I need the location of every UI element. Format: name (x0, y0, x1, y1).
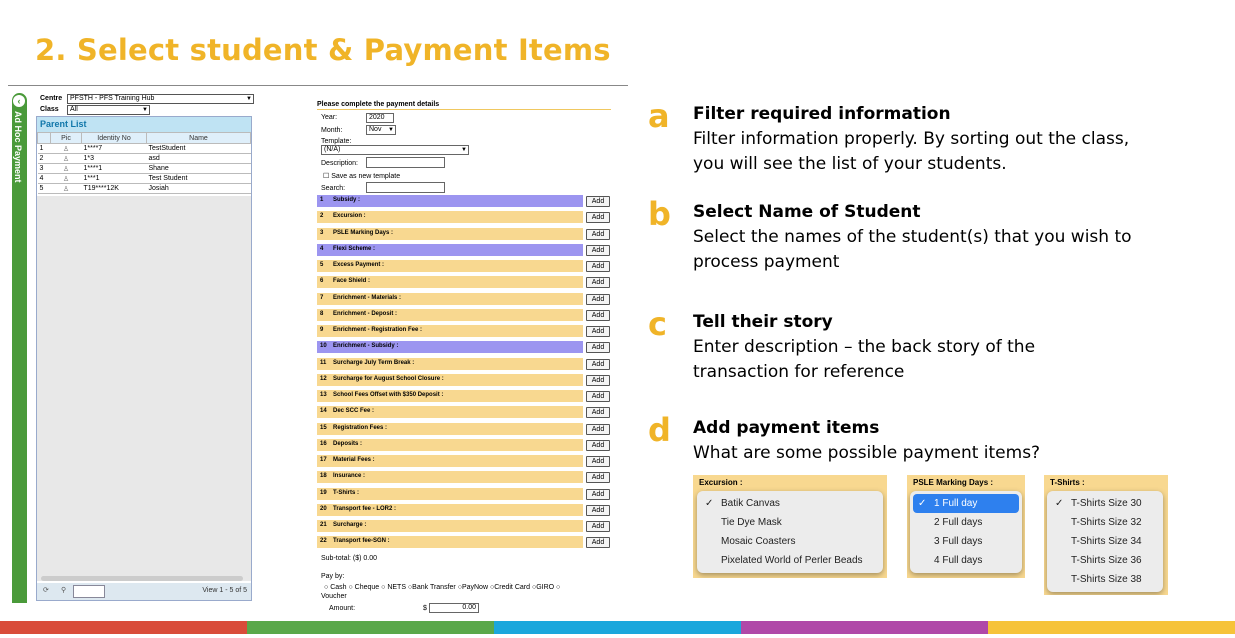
payment-item-row (317, 228, 611, 240)
footer-segment-green (247, 621, 494, 634)
amount-input[interactable]: 0.00 (429, 603, 479, 613)
pay-option-voucher[interactable]: Voucher (321, 593, 347, 600)
payment-item-number: 8 (320, 310, 324, 317)
payment-item-row (317, 211, 611, 223)
parent-list-title: Parent List (37, 117, 251, 132)
add-item-button[interactable]: Add (586, 424, 610, 435)
row-number: 2 (38, 154, 51, 164)
menu-item-label: T-Shirts Size 36 (1071, 555, 1142, 566)
add-item-button[interactable]: Add (586, 521, 610, 532)
menu-item-label: Pixelated World of Perler Beads (721, 555, 863, 566)
person-icon: ♙ (51, 174, 82, 184)
chevron-down-icon: ▼ (461, 147, 467, 153)
step-a-letter: a (648, 97, 670, 135)
menu-item-label: Tie Dye Mask (721, 517, 782, 528)
psle-header: PSLE Marking Days : (913, 478, 994, 487)
form-title: Please complete the payment details (317, 101, 440, 108)
description-input[interactable] (366, 157, 445, 168)
payment-item-label: Enrichment - Registration Fee : (333, 327, 423, 333)
payment-item-row (317, 520, 611, 532)
psle-dropdown-inset (907, 475, 1025, 578)
search-icon[interactable]: ⚲ (61, 587, 67, 594)
menu-item-label: Mosaic Coasters (721, 536, 796, 547)
table-row[interactable] (38, 174, 251, 184)
payment-item-number: 3 (320, 229, 324, 236)
pay-option-cheque[interactable]: Cheque (354, 584, 380, 591)
menu-item-label: Batik Canvas (721, 498, 780, 509)
payment-item-number: 21 (320, 522, 327, 528)
menu-item[interactable] (910, 551, 1022, 570)
name-cell: Shane (147, 164, 251, 174)
tshirt-header: T-Shirts : (1050, 478, 1085, 487)
payment-item-label: PSLE Marking Days : (333, 229, 394, 236)
add-item-button[interactable]: Add (586, 342, 610, 353)
payment-item-row (317, 536, 611, 548)
add-item-button[interactable]: Add (586, 407, 610, 418)
class-select[interactable] (67, 105, 150, 115)
pay-option-bank-transfer[interactable]: Bank Transfer (412, 584, 456, 591)
payment-item-label: Flexi Scheme : (333, 245, 376, 252)
table-row[interactable] (38, 184, 251, 194)
payment-item-label: Registration Fees : (333, 424, 388, 431)
description-label: Description: (321, 160, 358, 167)
column-header-pic[interactable]: Pic (51, 133, 82, 144)
identity-cell: 1****7 (82, 144, 147, 154)
person-icon: ♙ (51, 144, 82, 154)
menu-item[interactable] (697, 532, 883, 551)
menu-item-label: 3 Full days (934, 536, 983, 547)
table-row[interactable] (38, 154, 251, 164)
payment-item-row (317, 374, 611, 386)
menu-item-label: T-Shirts Size 34 (1071, 536, 1142, 547)
payment-item-row (317, 195, 611, 207)
column-header-name[interactable]: Name (147, 133, 251, 144)
row-number: 1 (38, 144, 51, 154)
tshirt-dropdown-inset (1044, 475, 1168, 595)
payment-item-number: 11 (320, 359, 327, 366)
step-d-heading: Add payment items (693, 418, 880, 438)
payment-item-row (317, 471, 611, 483)
footer-color-bar (0, 621, 1235, 634)
add-item-button[interactable]: Add (586, 294, 610, 305)
payment-item-number: 17 (320, 457, 327, 463)
excursion-dropdown-inset (693, 475, 887, 578)
step-a-heading: Filter required information (693, 104, 951, 124)
step-b-body: Select the names of the student(s) that you wish to process payment (693, 227, 1132, 272)
currency-symbol: $ (423, 605, 427, 612)
chevron-left-icon[interactable]: ‹ (13, 95, 25, 107)
payment-item-number: 7 (320, 294, 324, 301)
centre-select-value: PFSTH - PFS Training Hub (70, 95, 155, 102)
payment-item-number: 5 (320, 262, 324, 268)
payment-item-row (317, 390, 611, 402)
menu-item[interactable] (910, 513, 1022, 532)
payment-item-row (317, 504, 611, 516)
table-row[interactable] (38, 144, 251, 154)
table-row[interactable] (38, 164, 251, 174)
pay-method-radios[interactable]: ○ Cash ○ Cheque ○ NETS ○Bank Transfer ○PayNow ○Credit Card ○GIRO ○ (324, 584, 561, 591)
form-title-underline (317, 109, 611, 110)
search-input[interactable] (366, 182, 445, 193)
payment-item-number: 15 (320, 424, 327, 431)
payment-item-number: 1 (320, 197, 324, 203)
payment-item-row (317, 439, 611, 451)
payment-item-number: 4 (320, 245, 324, 252)
payment-item-number: 12 (320, 375, 327, 382)
row-number-header (38, 133, 51, 144)
excursion-menu[interactable] (697, 491, 883, 573)
page-input[interactable] (73, 585, 105, 598)
payment-item-row (317, 406, 611, 418)
add-item-button[interactable]: Add (586, 229, 610, 240)
tshirt-menu[interactable] (1047, 491, 1163, 592)
payment-item-row (317, 341, 611, 353)
add-item-button[interactable]: Add (586, 277, 610, 288)
class-select-value: All (70, 106, 78, 113)
footer-segment-red (0, 621, 247, 634)
template-select-value: (N/A) (324, 146, 341, 153)
footer-segment-purple (741, 621, 988, 634)
name-cell: asd (147, 154, 251, 164)
checkmark-icon: ✓ (1055, 498, 1064, 509)
ad-hoc-payment-tab[interactable] (12, 93, 27, 603)
centre-label: Centre (40, 95, 63, 102)
add-item-button[interactable]: Add (586, 472, 610, 483)
payment-item-label: Enrichment - Deposit : (333, 310, 398, 317)
payment-item-number: 6 (320, 278, 324, 285)
menu-item[interactable] (910, 532, 1022, 551)
pay-option-nets[interactable]: NETS (387, 584, 406, 591)
chevron-down-icon: ▼ (142, 107, 148, 113)
person-icon: ♙ (51, 154, 82, 164)
payment-item-label: Surcharge : (333, 522, 367, 528)
step-c-letter: c (648, 305, 667, 343)
year-label: Year: (321, 114, 338, 121)
pay-option-giro[interactable]: GIRO (536, 584, 555, 591)
payment-item-number: 22 (320, 538, 327, 545)
footer-segment-blue (494, 621, 741, 634)
add-item-button[interactable]: Add (586, 359, 610, 370)
save-template-label: Save as new template (331, 173, 401, 180)
identity-cell: 1*3 (82, 154, 147, 164)
payment-item-row (317, 260, 611, 272)
add-item-button[interactable]: Add (586, 375, 610, 386)
payment-item-number: 9 (320, 327, 324, 333)
step-c-body: Enter description – the back story of the transaction for reference (693, 337, 1036, 382)
payment-item-label: Enrichment - Subsidy : (333, 343, 399, 350)
payment-item-label: Transport fee - LOR2 : (333, 505, 397, 512)
step-d-body: What are some possible payment items? (693, 443, 1041, 463)
step-b-heading: Select Name of Student (693, 202, 921, 222)
payment-item-number: 13 (320, 392, 327, 398)
menu-item-label: T-Shirts Size 32 (1071, 517, 1142, 528)
step-d-letter: d (648, 411, 671, 449)
template-select[interactable] (321, 145, 469, 155)
payment-item-number: 18 (320, 473, 327, 480)
payment-item-label: Surcharge July Term Break : (333, 359, 415, 366)
pager-text: View 1 - 5 of 5 (202, 587, 247, 594)
save-template-checkbox[interactable]: ☐ Save as new template (323, 173, 401, 180)
pay-option-paynow[interactable]: PayNow (461, 584, 489, 591)
menu-item[interactable] (697, 513, 883, 532)
payment-item-row (317, 455, 611, 467)
menu-item-label: T-Shirts Size 30 (1071, 498, 1142, 509)
parent-list-table (37, 132, 251, 194)
template-label: Template: (321, 138, 352, 145)
payment-item-label: Surcharge for August School Closure : (333, 375, 444, 382)
pager-bar (37, 583, 251, 600)
add-item-button[interactable]: Add (586, 261, 610, 272)
payment-item-label: Enrichment - Materials : (333, 294, 402, 301)
payment-item-label: Transport fee-SGN : (333, 538, 390, 545)
title-divider (8, 85, 628, 86)
menu-item[interactable] (697, 551, 883, 570)
add-item-button[interactable]: Add (586, 212, 610, 223)
menu-item[interactable] (697, 494, 883, 513)
payment-item-number: 16 (320, 440, 327, 447)
payment-item-label: Deposits : (333, 440, 363, 447)
search-label: Search: (321, 185, 346, 192)
payment-item-row (317, 276, 611, 288)
payment-item-number: 2 (320, 213, 324, 220)
slide-title: 2. Select student & Payment Items (35, 33, 611, 67)
payment-item-number: 19 (320, 489, 327, 496)
subtotal: Sub-total: ($) 0.00 (321, 555, 378, 562)
name-cell: TestStudent (147, 144, 251, 154)
step-a-body: Filter information properly. By sorting out the class, you will see the list of your students. (693, 129, 1130, 174)
add-item-button[interactable]: Add (586, 326, 610, 337)
add-item-button[interactable]: Add (586, 456, 610, 467)
menu-item-label: 2 Full days (934, 517, 983, 528)
pay-option-credit-card[interactable]: Credit Card (494, 584, 530, 591)
excursion-header: Excursion : (699, 478, 743, 487)
add-item-button[interactable]: Add (586, 245, 610, 256)
row-number: 5 (38, 184, 51, 194)
payment-item-label: School Fees Offset with $350 Deposit : (333, 392, 444, 398)
identity-cell: T19****12K (82, 184, 147, 194)
column-header-identity[interactable]: Identity No (82, 133, 147, 144)
add-item-button[interactable]: Add (586, 440, 610, 451)
menu-item-label: 4 Full days (934, 555, 983, 566)
row-number: 3 (38, 164, 51, 174)
centre-select[interactable] (67, 94, 254, 104)
pay-option-cash[interactable]: Cash (330, 584, 347, 591)
person-icon: ♙ (51, 184, 82, 194)
payment-item-number: 14 (320, 408, 327, 415)
person-icon: ♙ (51, 164, 82, 174)
menu-item[interactable] (1047, 494, 1163, 513)
identity-cell: 1****1 (82, 164, 147, 174)
payment-item-label: Dec SCC Fee : (333, 408, 375, 415)
payment-item-row (317, 488, 611, 500)
payment-item-row (317, 358, 611, 370)
add-item-button[interactable]: Add (586, 505, 610, 516)
month-label: Month: (321, 127, 343, 134)
pay-by-label: Pay by: (321, 573, 345, 580)
menu-item[interactable] (1047, 570, 1163, 589)
payment-item-label: Excess Payment : (333, 262, 385, 268)
horizontal-scrollbar[interactable] (41, 576, 243, 581)
add-item-button[interactable]: Add (586, 310, 610, 321)
identity-cell: 1***1 (82, 174, 147, 184)
chevron-down-icon: ▼ (388, 127, 394, 133)
class-label: Class (40, 106, 59, 113)
checkmark-icon: ✓ (705, 498, 714, 509)
payment-item-number: 10 (320, 343, 327, 350)
refresh-icon[interactable]: ⟳ (43, 587, 49, 594)
chevron-down-icon: ▼ (246, 96, 252, 102)
add-item-button[interactable]: Add (586, 196, 610, 207)
payment-item-label: Excursion : (333, 213, 366, 220)
menu-item-selected[interactable] (913, 494, 1019, 513)
ad-hoc-payment-label: Ad Hoc Payment (13, 111, 23, 183)
add-item-button[interactable]: Add (586, 537, 610, 548)
step-c-heading: Tell their story (693, 312, 833, 332)
menu-item-label: 1 Full day (934, 498, 978, 509)
menu-item[interactable] (1047, 532, 1163, 551)
step-b-letter: b (648, 195, 671, 233)
name-cell: Test Student (147, 174, 251, 184)
payment-item-label: Insurance : (333, 473, 366, 480)
payment-item-row (317, 293, 611, 305)
payment-item-row (317, 244, 611, 256)
menu-item[interactable] (1047, 513, 1163, 532)
empty-list-area (37, 196, 251, 581)
month-select[interactable] (366, 125, 396, 135)
year-input[interactable]: 2020 (366, 113, 394, 123)
add-item-button[interactable]: Add (586, 489, 610, 500)
parent-list-panel (36, 116, 252, 601)
payment-item-label: T-Shirts : (333, 489, 360, 496)
add-item-button[interactable]: Add (586, 391, 610, 402)
month-select-value: Nov (369, 126, 382, 133)
payment-item-row (317, 325, 611, 337)
payment-item-label: Face Shield : (333, 278, 371, 285)
menu-item[interactable] (1047, 551, 1163, 570)
checkmark-icon: ✓ (918, 498, 927, 509)
amount-label: Amount: (329, 605, 356, 612)
payment-item-label: Material Fees : (333, 457, 375, 463)
payment-item-row (317, 423, 611, 435)
row-number: 4 (38, 174, 51, 184)
footer-segment-yellow (988, 621, 1235, 634)
payment-item-number: 20 (320, 505, 327, 512)
payment-item-label: Subsidy : (333, 197, 361, 203)
psle-menu[interactable] (910, 491, 1022, 573)
name-cell: Josiah (147, 184, 251, 194)
menu-item-label: T-Shirts Size 38 (1071, 574, 1142, 585)
payment-item-row (317, 309, 611, 321)
